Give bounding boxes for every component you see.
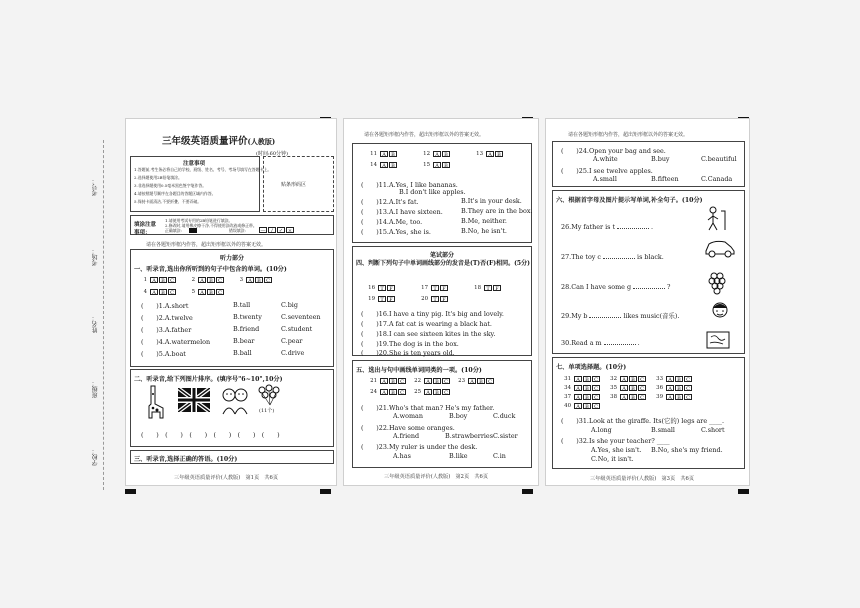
section-1-box bbox=[130, 249, 334, 367]
boy-picture bbox=[709, 301, 731, 323]
section-4-box bbox=[352, 246, 532, 356]
cut-line bbox=[103, 140, 104, 490]
question-item: ( )14.A.Me, too. bbox=[361, 218, 423, 226]
question-item: ( )22.Have some oranges. bbox=[361, 424, 455, 432]
option-text: B.small bbox=[651, 426, 675, 434]
answer-blanks[interactable]: ( ) ( ) ( ) ( ) ( ) ( ) bbox=[141, 431, 280, 439]
question-item: ( )32.Is she your teacher? ____ bbox=[561, 437, 670, 445]
question-item: ( )5.A.boat B.ball C.drive bbox=[141, 349, 305, 358]
bubble-row[interactable]: 19 T F 20 T F bbox=[367, 296, 448, 302]
option-text: B.I don't like apples. bbox=[399, 188, 466, 196]
q6-heading: 六、根据首字母及图片提示写单词,补全句子。(10分) bbox=[556, 197, 703, 204]
section-2-box bbox=[130, 369, 334, 447]
union-jack-picture bbox=[178, 388, 210, 412]
section-7-box bbox=[552, 357, 745, 469]
question-item: ( )18.I can see sixteen kites in the sky. bbox=[361, 330, 496, 338]
toy-car-picture bbox=[703, 237, 737, 259]
bubble-row[interactable]: 14 A B 15 A B bbox=[369, 162, 450, 168]
written-heading: 笔试部分 bbox=[429, 252, 454, 259]
question-item: ( )12.A.It's fat. bbox=[361, 198, 419, 206]
option-text: B.strawberries bbox=[445, 432, 493, 440]
fill-item[interactable]: 29.My b likes music(音乐). bbox=[561, 312, 680, 320]
bubble-row[interactable]: 4 A B C 5 A B C bbox=[139, 289, 224, 295]
option-text: A.Yes, she isn't. bbox=[591, 446, 642, 454]
q5-heading: 五、选出与句中画线单词同类的一项。(10分) bbox=[356, 367, 482, 374]
option-text: B.fifteen bbox=[651, 175, 679, 183]
balloon-count: (11个) bbox=[259, 408, 275, 414]
answer-area-banner: 请在各题矩形框内作答，超出矩形框以外的答案无效。 bbox=[146, 242, 267, 248]
q7-heading: 七、单项选择题。(10分) bbox=[556, 364, 627, 371]
option-text: A.friend bbox=[393, 432, 420, 440]
section-3-box bbox=[130, 450, 334, 464]
page-footer: 三年级英语质量评价(人教版) 第3页 共6页 bbox=[590, 476, 695, 482]
note-line: 1.答题前,考生务必将自己的学校、班级、姓名、考号、考场号填写在答题卡上。 bbox=[134, 167, 272, 172]
question-item: ( )25.I see twelve apples. bbox=[561, 167, 653, 175]
bubble-row[interactable]: 37 A B C 38 A B C 39 A B C bbox=[563, 394, 692, 400]
page-footer: 三年级英语质量评价(人教版) 第2页 共6页 bbox=[384, 474, 489, 480]
note-line: 4.请按照题号顺序在各题目的答题区域内作答。 bbox=[134, 191, 216, 196]
tall-man-picture bbox=[703, 205, 727, 231]
question-item: ( )1.A.short B.tall C.big bbox=[141, 301, 298, 310]
bubble-row[interactable]: 11 A B 12 A B 13 A B bbox=[369, 151, 503, 157]
question-item: ( )3.A.father B.friend C.student bbox=[141, 325, 313, 334]
note-line: 3.非选择题使用0.5毫米黑色签字笔作答。 bbox=[134, 183, 207, 188]
fill-note: 1.请使用考试专用的2B铅笔进行填涂。 bbox=[165, 218, 233, 223]
question-item: ( )13.A.I have sixteen. bbox=[361, 208, 443, 216]
answer-sheet-page-3 bbox=[545, 118, 750, 486]
page-footer: 三年级英语质量评价(人教版) 第1页 共6页 bbox=[174, 475, 279, 481]
option-text: C.sister bbox=[493, 432, 518, 440]
question-item: ( )31.Look at the giraffe. Its(它的) legs are ____. bbox=[561, 417, 724, 425]
fill-item[interactable]: 30.Read a m . bbox=[561, 339, 640, 347]
option-text: B.They are in the box. bbox=[461, 207, 533, 215]
option-text: B.No, she's my friend. bbox=[651, 446, 723, 454]
fill-item[interactable]: 26.My father is t . bbox=[561, 223, 654, 231]
fill-item[interactable]: 28.Can I have some g ? bbox=[561, 283, 671, 291]
correct-fill-sample bbox=[189, 228, 197, 233]
bubble-row[interactable]: 31 A B C 32 A B C 33 A B C bbox=[563, 376, 692, 382]
alignment-mark bbox=[738, 489, 749, 494]
question-item: ( )16.I have a tiny pig. It's big and lovely. bbox=[361, 310, 504, 318]
option-text: B.It's in your desk. bbox=[461, 197, 522, 205]
notes-title: 注意事项 bbox=[183, 161, 206, 167]
exam-time: (时间:60分钟) bbox=[256, 151, 288, 157]
note-line: 5.保持卡面清洁,不要折叠、不要弄破。 bbox=[134, 199, 202, 204]
fill-instructions bbox=[130, 215, 334, 235]
fill-label: 填涂注意事项： bbox=[134, 222, 157, 236]
option-text: C.beautiful bbox=[701, 155, 737, 163]
margin-label-school: 学校： bbox=[92, 448, 99, 466]
option-text: B.like bbox=[449, 452, 468, 460]
option-text: A.woman bbox=[393, 412, 423, 420]
answer-area-banner: 请在各题矩形框内作答，超出矩形框以外的答案无效。 bbox=[364, 132, 485, 138]
option-text: A.small bbox=[593, 175, 617, 183]
question-item: ( )15.A.Yes, she is. bbox=[361, 228, 431, 236]
bubble-row[interactable]: 21 A B C 22 A B C 23 A B C bbox=[369, 378, 494, 384]
section-6-box bbox=[552, 190, 745, 354]
page-title: 三年级英语质量评价(人教版) bbox=[162, 136, 276, 147]
wrong-fill-samples: — / ✓ × bbox=[260, 228, 293, 234]
option-text: A.white bbox=[593, 155, 618, 163]
option-text: B.No, he isn't. bbox=[461, 227, 507, 235]
option-text: B.buy bbox=[651, 155, 670, 163]
question-item: ( )23.My ruler is under the desk. bbox=[361, 443, 478, 451]
q1-heading: 一、听录音,选出你所听到的句子中包含的单词。(10分) bbox=[134, 266, 287, 273]
bubble-row[interactable]: 40 A B C bbox=[563, 403, 600, 409]
barcode-label: 贴条形码区 bbox=[281, 182, 307, 188]
q3-heading: 三、听录音,选择正确的答语。(10分) bbox=[134, 456, 238, 463]
margin-label-room: 考场： bbox=[92, 248, 99, 266]
section-5-box bbox=[352, 360, 532, 468]
question-item: ( )20.She is ten years old. bbox=[361, 349, 455, 357]
question-item: ( )4.A.watermelon B.bear C.pear bbox=[141, 337, 303, 346]
fill-note: 2.修改时,请用橡皮擦干净,不得使用涂改液或修正带。 bbox=[165, 223, 257, 228]
note-line: 2.选择题使用2B铅笔填涂。 bbox=[134, 175, 182, 180]
option-text: C.short bbox=[701, 426, 725, 434]
option-text: A.long bbox=[591, 426, 612, 434]
alignment-mark bbox=[522, 489, 533, 494]
notes-box bbox=[130, 156, 272, 212]
option-text: A.has bbox=[393, 452, 411, 460]
fill-correct-label: 正确填涂: bbox=[165, 228, 182, 233]
option-text: C.duck bbox=[493, 412, 516, 420]
barcode-area[interactable] bbox=[263, 156, 334, 212]
answer-sheet-page-2 bbox=[343, 118, 539, 486]
section-5-continued bbox=[552, 141, 745, 187]
question-item: ( )21.Who's that man? He's my father. bbox=[361, 404, 495, 412]
grandparents-picture bbox=[221, 386, 249, 416]
question-item: ( )11.A.Yes, I like bananas. bbox=[361, 181, 458, 189]
option-text: C.in bbox=[493, 452, 506, 460]
listening-heading: 听力部分 bbox=[219, 255, 244, 262]
option-text: C.No, it isn't. bbox=[591, 455, 634, 463]
bubble-row[interactable]: 24 A B C 25 A B C bbox=[369, 389, 450, 395]
question-item: ( )24.Open your bag and see. bbox=[561, 147, 666, 155]
option-text: B.boy bbox=[449, 412, 468, 420]
balloons-picture bbox=[256, 384, 284, 406]
question-item: ( )2.A.twelve B.twenty C.seventeen bbox=[141, 313, 321, 322]
question-item: ( )19.The dog is in the box. bbox=[361, 340, 459, 348]
fill-wrong-label: 错误填涂: bbox=[229, 228, 246, 233]
option-text: B.Me, neither. bbox=[461, 217, 507, 225]
option-text: C.Canada bbox=[701, 175, 733, 183]
alignment-mark bbox=[125, 489, 136, 494]
margin-label-name: 姓名： bbox=[92, 315, 99, 333]
map-picture bbox=[705, 329, 731, 351]
giraffe-picture bbox=[141, 384, 169, 420]
bubble-row[interactable]: 16 T F 17 T F 18 T F bbox=[367, 285, 501, 291]
missing-picture bbox=[293, 384, 329, 418]
q4-heading: 四、判断下列句子中单词画线部分的发音是(T)否(F)相同。(5分) bbox=[356, 260, 530, 267]
margin-label-class: 班级： bbox=[92, 380, 99, 398]
grapes-picture bbox=[707, 269, 729, 295]
answer-sheet-page-1 bbox=[125, 118, 337, 486]
q2-heading: 二、听录音,给下列图片排序。(填序号"6~10",10分) bbox=[134, 376, 283, 383]
fill-item[interactable]: 27.The toy c is black. bbox=[561, 253, 664, 261]
question-item: ( )17.A fat cat is wearing a black hat. bbox=[361, 320, 492, 328]
answer-area-banner: 请在各题矩形框内作答，超出矩形框以外的答案无效。 bbox=[568, 132, 689, 138]
bubble-row[interactable]: 1 A B C 2 A B C 3 A B C bbox=[139, 277, 272, 283]
margin-label-exam-no: 考号： bbox=[92, 178, 99, 196]
bubble-row[interactable]: 34 A B C 35 A B C 36 A B C bbox=[563, 385, 692, 391]
section-3-continued bbox=[352, 143, 532, 243]
alignment-mark bbox=[320, 489, 331, 494]
